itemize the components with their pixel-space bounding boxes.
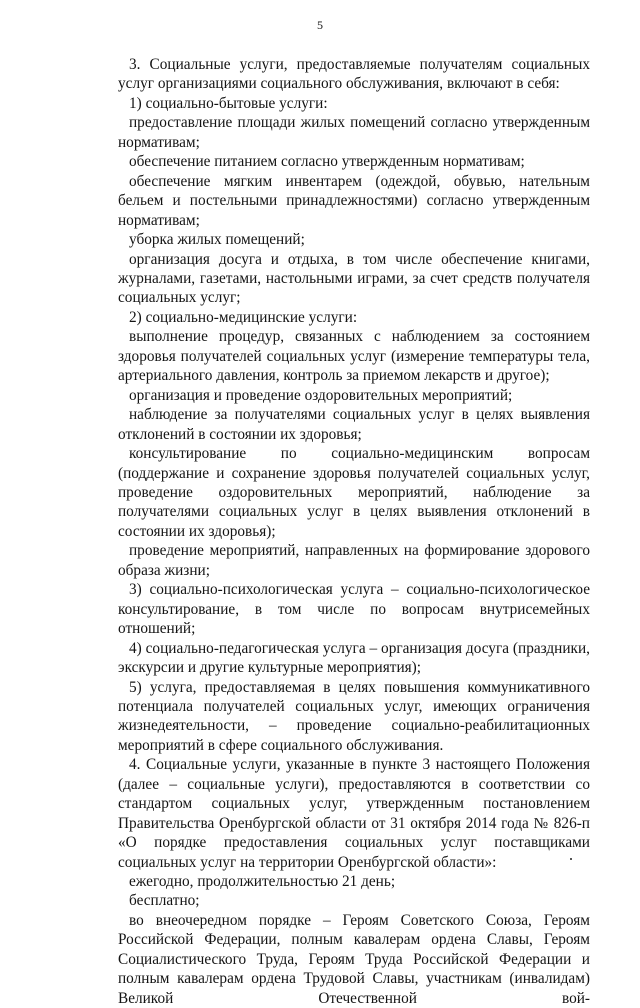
list-item: организация досуга и отдыха, в том числе обеспечение книгами, журналами, газетами, настольными играми, за счет средств получателя социальных услуг; bbox=[118, 250, 590, 307]
document-body bbox=[118, 55, 590, 1008]
list-item: организация и проведение оздоровительных мероприятий; bbox=[129, 386, 513, 404]
list-item: бесплатно; bbox=[129, 892, 200, 910]
list-item: предоставление площади жилых помещений согласно утвержденным нормативам; bbox=[118, 114, 590, 151]
subheading-social-medical: 2) социально-медицинские услуги: bbox=[129, 308, 358, 326]
list-item: наблюдение за получателями социальных услуг в целях выявления отклонений в состоянии их здоровья; bbox=[118, 406, 590, 443]
subheading-social-household: 1) социально-бытовые услуги: bbox=[129, 94, 328, 112]
scan-speck bbox=[570, 858, 572, 860]
list-item: проведение мероприятий, направленных на формирование здорового образа жизни; bbox=[118, 542, 590, 579]
paragraph-3-intro: 3. Социальные услуги, предоставляемые получателям социальных услуг организациями социального обслуживания, включают в себя: bbox=[118, 56, 590, 93]
list-item: во внеочередном порядке – Героям Советского Союза, Героям Российской Федерации, полным кавалерам ордена Славы, Героям Социалистического Труда, Героям Труда Российской Федерации и полным кавалерам ордена Трудовой Славы, участникам (инвалидам) Великой Отечественной вой- bbox=[118, 911, 590, 1007]
subheading-communicative-service: 5) услуга, предоставляемая в целях повышения коммуникативного потенциала получателей социальных услуг, имеющих ограничения жизнедеятельности, – проведение социально-реабилитационных мероприятий в сфере социального обслуживания. bbox=[118, 678, 590, 754]
list-item: ежегодно, продолжительностью 21 день; bbox=[129, 873, 396, 891]
list-item: консультирование по социально-медицинским вопросам (поддержание и сохранение здоровья получателей социальных услуг, проведение оздоровительных мероприятий, наблюдение за получателями социальных услуг в целях выявления отклонений в состоянии их здоровья); bbox=[118, 445, 590, 540]
subheading-social-psychological: 3) социально-психологическая услуга – социально-психологическое консультирование, в том числе по вопросам внутрисемейных отношений; bbox=[118, 581, 590, 638]
list-item: выполнение процедур, связанных с наблюдением за состоянием здоровья получателей социальных услуг (измерение температуры тела, артериального давления, контроль за приемом лекарств и другое); bbox=[118, 328, 590, 385]
page-number: 5 bbox=[317, 18, 323, 32]
list-item: обеспечение мягким инвентарем (одеждой, обувью, нательным бельем и постельными принадлежностями) согласно утвержденным нормативам; bbox=[118, 172, 590, 229]
list-item: обеспечение питанием согласно утвержденным нормативам; bbox=[129, 153, 525, 171]
subheading-social-pedagogical: 4) социально-педагогическая услуга – организация досуга (праздники, экскурсии и другие культурные мероприятия); bbox=[118, 639, 590, 677]
list-item: уборка жилых помещений; bbox=[129, 231, 305, 249]
paragraph-4-intro: 4. Социальные услуги, указанные в пункте 3 настоящего Положения (далее – социальные услуги), предоставляются в соответствии со стандартом социальных услуг, утвержденным постановлением Правительства Оренбургской области от 31 октября 2014 года № 826-п «О порядке предоставления социальных услуг поставщиками социальных услуг на территории Оренбургской области»: bbox=[118, 756, 590, 871]
